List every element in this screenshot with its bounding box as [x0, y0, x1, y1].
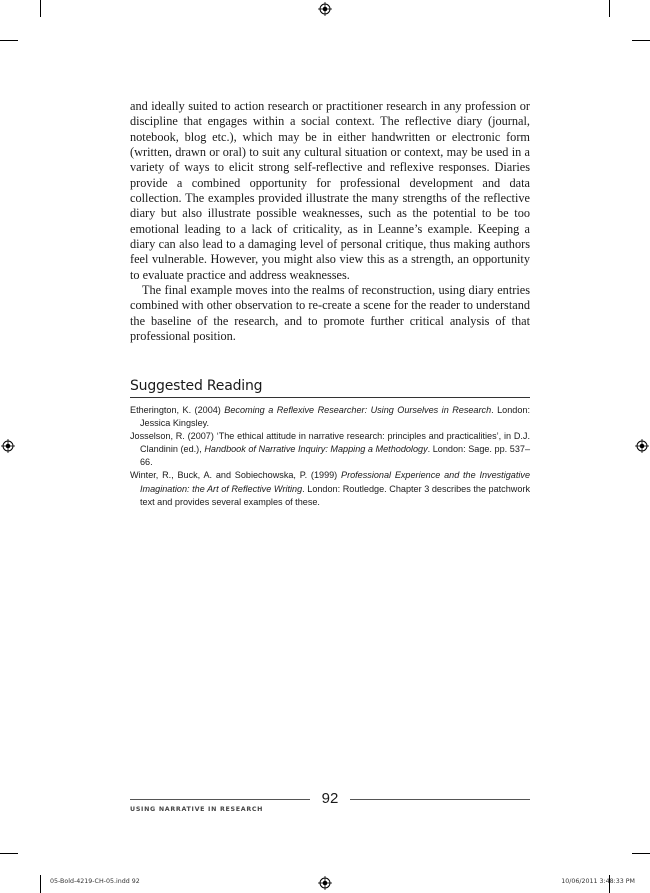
running-footer: USING NARRATIVE IN RESEARCH — [130, 806, 264, 813]
crop-mark — [40, 0, 41, 17]
crop-mark — [609, 0, 610, 17]
reference-item — [130, 430, 530, 469]
registration-mark-icon — [1, 439, 15, 453]
crop-mark — [632, 40, 650, 41]
reference-item — [130, 404, 530, 430]
crop-mark — [0, 40, 18, 41]
registration-mark-icon — [635, 439, 649, 453]
reference-text: Etherington, K. (2004) — [130, 405, 225, 415]
slug-timestamp: 10/06/2011 3:48:33 PM — [561, 878, 635, 885]
reference-title: Becoming a Reflexive Researcher: Using Ourselves in Research — [224, 405, 492, 415]
reference-text: . London: Jessica Kingsley. — [140, 405, 530, 429]
reference-text: Winter, R., Buck, A. and Sobiechowska, P. (1999) — [130, 470, 341, 481]
registration-mark-icon — [318, 2, 332, 16]
reference-item — [130, 469, 530, 508]
registration-mark-icon — [318, 876, 332, 890]
reference-title: Professional Experience and the Investigative Imagination: the Art of Reflective Writing — [140, 470, 530, 494]
section-heading: Suggested Reading — [130, 378, 530, 398]
reference-text: Josselson, R. (2007) ‘The ethical attitude in narrative research: principles and practicalities’, in D.J. Clandinin (ed.), — [130, 431, 530, 455]
reference-text: . London: Routledge. Chapter 3 describes the patchwork text and provides several examples of these. — [140, 483, 530, 507]
footer-rule — [130, 799, 310, 800]
slug-filename: 05-Bold-4219-CH-05.indd 92 — [50, 878, 140, 885]
body-text — [130, 99, 530, 345]
reference-title: Handbook of Narrative Inquiry: Mapping a Methodology — [204, 444, 428, 455]
reference-text: . London: Sage. pp. 537–66. — [140, 444, 531, 468]
crop-mark — [632, 853, 650, 854]
page-number: 92 — [321, 790, 339, 807]
crop-mark — [0, 853, 18, 854]
reference-list — [130, 404, 530, 509]
body-paragraph: and ideally suited to action research or practitioner research in any profession or discipline that engages within a social context. The reflective diary (journal, notebook, blog etc.), which may be in either handwritten or electronic form (written, drawn or oral) to suit any cultural situation or context, may be used in a variety of ways to elicit strong self-reflective and reflexive responses. Diaries provide a combined opportunity for professional development and data collection. The examples provided illustrate the many strengths of the reflective diary but also illustrate possible weaknesses, such as the potential to be too emotional leading to a lack of criticality, as in Leanne’s example. Keeping a diary can also lead to a damaging level of personal critique, thus making authors feel vulnerable. However, you might also view this as a strength, an opportunity to evaluate practice and address weaknesses. — [130, 99, 530, 282]
footer-rule — [350, 799, 530, 800]
crop-mark — [40, 875, 41, 893]
body-paragraph: The final example moves into the realms of reconstruction, using diary entries combined with other observation to re-create a scene for the reader to understand the baseline of the research, and to promote further critical analysis of that professional position. — [130, 283, 530, 344]
